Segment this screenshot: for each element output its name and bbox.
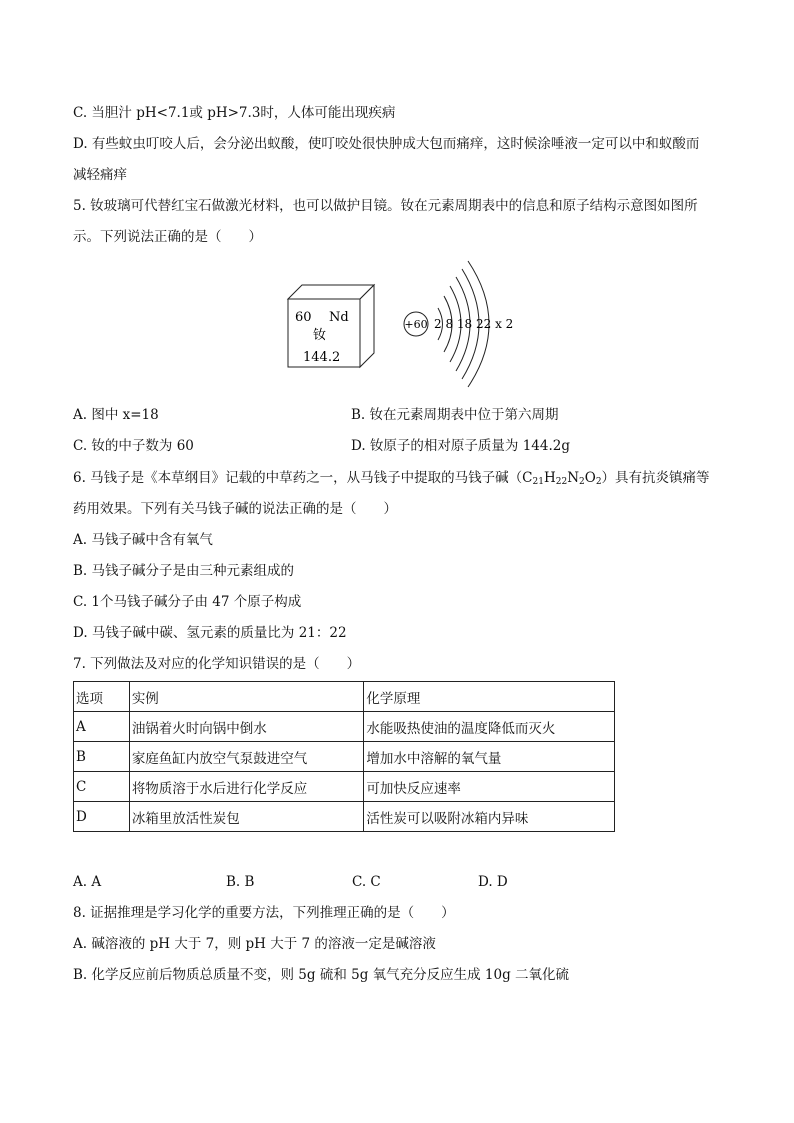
table-cell: B	[74, 742, 130, 772]
q8-stem: 8. 证据推理是学习化学的重要方法，下列推理正确的是（ ）	[73, 905, 455, 921]
table-cell: 家庭鱼缸内放空气泵鼓进空气	[129, 742, 364, 772]
q7-option-c: C. C	[352, 874, 381, 890]
element-tile	[286, 283, 378, 371]
formula-h-count: 22	[555, 477, 568, 487]
q5-option-b: B. 钕在元素周期表中位于第六周期	[351, 407, 559, 423]
element-tile-side	[360, 285, 374, 367]
q7-stem: 7. 下列做法及对应的化学知识错误的是（ ）	[73, 656, 361, 672]
table-row	[74, 772, 615, 802]
q6-option-b: B. 马钱子碱分子是由三种元素组成的	[73, 563, 295, 579]
q4-option-d-line1: D. 有些蚊虫叮咬人后，会分泌出蚁酸，使叮咬处很快肿成大包而痛痒，这时候涂唾液一定可以中和蚁酸而	[73, 136, 700, 152]
q6-stem-pre: 6. 马钱子是《本草纲目》记载的中草药之一，从马钱子中提取的马钱子碱（C	[73, 470, 533, 486]
table-cell: 油锅着火时向锅中倒水	[129, 712, 364, 742]
atom-nucleus-charge: +60	[404, 318, 428, 331]
table-cell: 增加水中溶解的氧气量	[364, 742, 615, 772]
element-symbol: Nd	[329, 310, 349, 325]
table-row	[74, 742, 615, 772]
table-cell: D	[74, 802, 130, 832]
q8-option-a: A. 碱溶液的 pH 大于 7，则 pH 大于 7 的溶液一定是碱溶液	[73, 936, 436, 952]
q6-option-d: D. 马钱子碱中碳、氢元素的质量比为 21：22	[73, 625, 347, 641]
table-header-cell: 实例	[129, 682, 364, 712]
formula-c-count: 21	[532, 477, 544, 487]
q4-option-d-line2: 减轻痛痒	[73, 167, 127, 183]
q5-option-a: A. 图中 x=18	[73, 407, 159, 423]
q6-stem-line2: 药用效果。下列有关马钱子碱的说法正确的是（ ）	[73, 501, 397, 517]
element-atomic-number: 60	[295, 310, 312, 325]
q8-option-b: B. 化学反应前后物质总质量不变，则 5g 硫和 5g 氧气充分反应生成 10g 二氧化硫	[73, 967, 570, 983]
q5-stem-line1: 5. 钕玻璃可代替红宝石做激光材料，也可以做护目镜。钕在元素周期表中的信息和原子结构示意图如图所	[73, 198, 698, 214]
q4-option-c: C. 当胆汁 pH<7.1或 pH>7.3时，人体可能出现疾病	[73, 105, 396, 121]
q6-option-c: C. 1个马钱子碱分子由 47 个原子构成	[73, 594, 302, 610]
element-mass: 144.2	[303, 350, 341, 365]
q6-stem-line1	[73, 469, 710, 487]
formula-n: N	[567, 470, 579, 486]
q5-option-c: C. 钕的中子数为 60	[73, 438, 194, 454]
q7-option-a: A. A	[73, 874, 102, 890]
q7-option-b: B. B	[226, 874, 255, 890]
table-header-cell: 选项	[74, 682, 130, 712]
table-cell: C	[74, 772, 130, 802]
table-header-row	[74, 682, 615, 712]
table-cell: A	[74, 712, 130, 742]
table-cell: 冰箱里放活性炭包	[129, 802, 364, 832]
q5-option-d: D. 钕原子的相对原子质量为 144.2g	[351, 438, 571, 454]
atom-structure-diagram	[398, 256, 516, 392]
q7-option-d: D. D	[478, 874, 508, 890]
table-cell: 可加快反应速率	[364, 772, 615, 802]
table-cell: 将物质溶于水后进行化学反应	[129, 772, 364, 802]
atom-electron-counts: 2 8 18 22 x 2	[434, 317, 514, 331]
table-cell: 水能吸热使油的温度降低而灭火	[364, 712, 615, 742]
element-tile-top	[288, 285, 374, 299]
table-header-cell: 化学原理	[364, 682, 615, 712]
q5-stem-line2: 示。下列说法正确的是（ ）	[73, 229, 262, 245]
element-name: 钕	[313, 328, 327, 343]
formula-o: O	[584, 470, 596, 486]
table-row	[74, 712, 615, 742]
table-row	[74, 802, 615, 832]
q7-table	[73, 681, 615, 832]
formula-n-count: 2	[579, 477, 585, 487]
q6-option-a: A. 马钱子碱中含有氧气	[73, 532, 213, 548]
table-cell: 活性炭可以吸附冰箱内异味	[364, 802, 615, 832]
formula-h: H	[543, 470, 556, 486]
formula-o-count: 2	[595, 477, 602, 487]
q6-stem-post: ）具有抗炎镇痛等	[601, 470, 710, 486]
